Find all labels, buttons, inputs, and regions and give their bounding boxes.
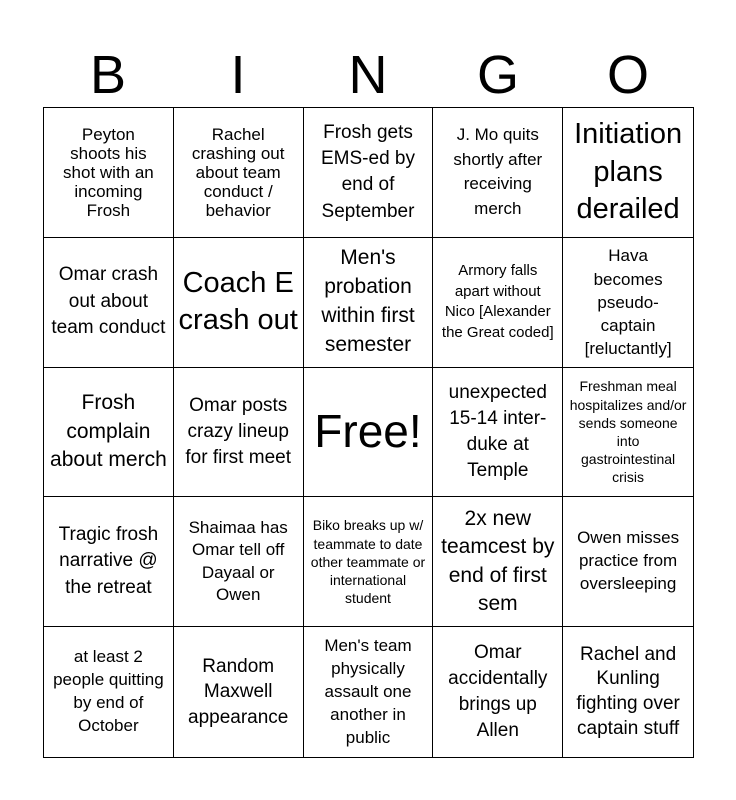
bingo-cell[interactable] (304, 108, 434, 238)
bingo-cell[interactable] (563, 368, 693, 498)
cell-text: unexpected 15-14 inter-duke at Temple (448, 381, 547, 482)
bingo-cell[interactable] (433, 238, 563, 368)
cell-text: Biko breaks up w/ teammate to date other teammate or international student (310, 517, 426, 607)
cell-text: Armory falls apart without Nico [Alexander the Great coded] (441, 262, 554, 341)
bingo-cell[interactable] (174, 108, 304, 238)
cell-text: J. Mo quits shortly after receiving merch (453, 125, 543, 219)
cell-text: Frosh complain about merch (50, 390, 167, 472)
cell-text: Hava becomes pseudo-captain [reluctantly] (584, 246, 672, 358)
cell-text: at least 2 people quitting by end of October (53, 647, 164, 736)
cell-text: Rachel and Kunling fighting over captain stuff (576, 643, 680, 739)
cell-text: Omar accidentally brings up Allen (448, 641, 548, 742)
bingo-cell[interactable] (44, 108, 174, 238)
cell-text: 2x new teamcest by end of first sem (441, 507, 555, 616)
bingo-cell[interactable] (304, 497, 434, 627)
cell-text: Freshman meal hospitalizes and/or sends someone into gastrointestinal crisis (569, 378, 687, 486)
bingo-cell[interactable] (433, 627, 563, 757)
bingo-cell[interactable] (304, 627, 434, 757)
cell-text: Omar posts crazy lineup for first meet (185, 394, 291, 469)
header-letter-i: I (230, 45, 246, 105)
bingo-cell[interactable] (304, 238, 434, 368)
bingo-cell[interactable] (563, 627, 693, 757)
bingo-cell[interactable] (563, 238, 693, 368)
cell-text: Random Maxwell appearance (188, 655, 289, 728)
bingo-cell[interactable] (174, 368, 304, 498)
free-space[interactable] (304, 368, 434, 498)
bingo-cell[interactable] (433, 108, 563, 238)
cell-text: Men's probation within first semester (321, 246, 415, 357)
cell-text: Frosh gets EMS-ed by end of September (321, 121, 415, 222)
bingo-cell[interactable] (174, 497, 304, 627)
cell-text: Shaimaa has Omar tell off Dayaal or Owen (188, 517, 288, 605)
cell-text: Initiation plans derailed (574, 117, 683, 226)
bingo-cell[interactable] (44, 368, 174, 498)
bingo-cell[interactable] (174, 627, 304, 757)
cell-text: Coach E crash out (178, 266, 298, 337)
bingo-cell[interactable] (433, 497, 563, 627)
cell-text: Rachel crashing out about team conduct / behavior (191, 124, 285, 220)
bingo-cell[interactable] (44, 627, 174, 757)
bingo-header (43, 44, 693, 106)
bingo-board (43, 107, 694, 758)
header-letter-b: B (89, 45, 127, 105)
bingo-cell[interactable] (563, 108, 693, 238)
header-letter-g: G (476, 45, 519, 105)
cell-text: Men's team physically assault one another in public (324, 635, 412, 747)
cell-text: Omar crash out about team conduct (51, 264, 166, 339)
bingo-cell[interactable] (174, 238, 304, 368)
bingo-cell[interactable] (44, 497, 174, 627)
bingo-cell[interactable] (563, 497, 693, 627)
bingo-cell[interactable] (44, 238, 174, 368)
header-letter-n: N (348, 45, 388, 105)
cell-text: Owen misses practice from oversleeping (577, 528, 680, 594)
bingo-cell[interactable] (433, 368, 563, 498)
cell-text: Free! (314, 405, 422, 458)
header-letter-o: O (606, 45, 649, 105)
cell-text: Peyton shoots his shot with an incoming Frosh (63, 124, 154, 220)
cell-text: Tragic frosh narrative @ the retreat (58, 523, 159, 599)
